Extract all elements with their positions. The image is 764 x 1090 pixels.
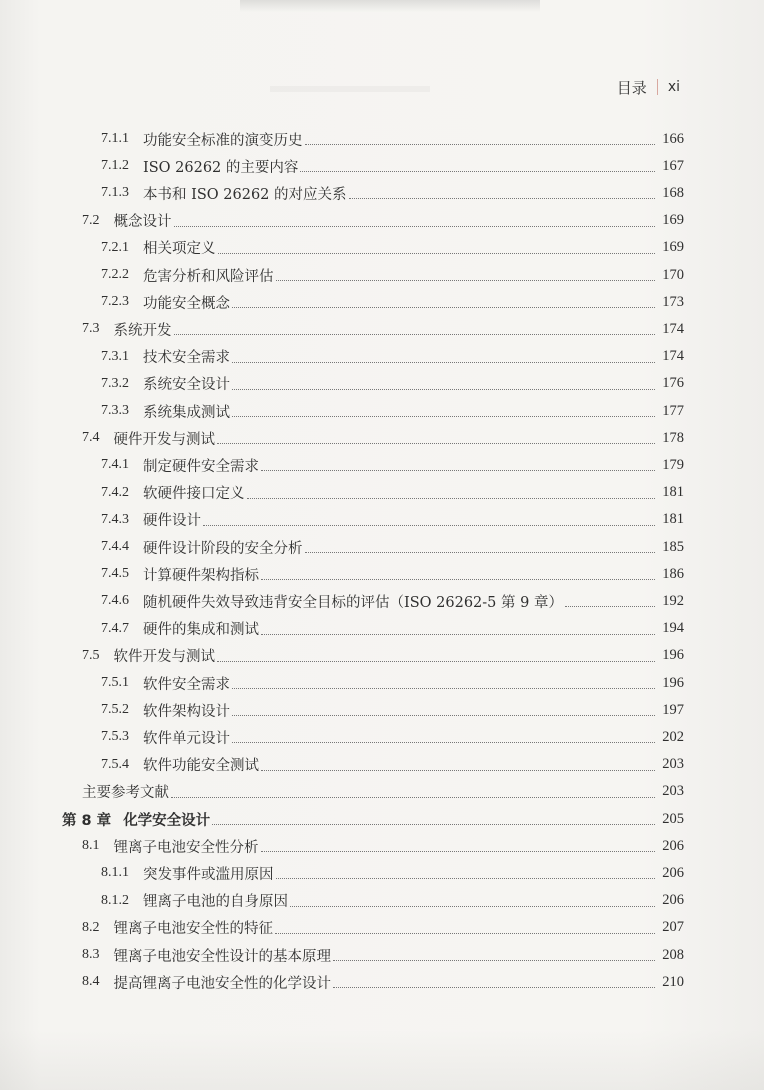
toc-leader-dots: [565, 605, 655, 607]
toc-entry-title: 锂离子电池安全性设计的基本原理: [113, 948, 331, 965]
toc-leader-dots: [212, 823, 655, 825]
toc-entry[interactable]: [101, 128, 684, 150]
toc-leader-dots: [333, 959, 655, 961]
toc-entry-page: 181: [662, 484, 684, 501]
toc-entry-page: 169: [662, 239, 684, 256]
toc-entry-page: 177: [662, 402, 684, 419]
toc-entry-number: 7.5.4: [101, 756, 129, 772]
toc-entry-title: 软件功能安全测试: [143, 758, 259, 775]
toc-entry-title: 主要参考文献: [82, 785, 169, 802]
toc-leader-dots: [232, 415, 655, 417]
toc-entry-page: 170: [662, 266, 684, 283]
toc-entry[interactable]: [101, 482, 684, 504]
toc-entry-title: 提高锂离子电池安全性的化学设计: [113, 975, 331, 992]
toc-entry-title: 计算硬件架构指标: [143, 567, 259, 584]
toc-entry[interactable]: [82, 781, 684, 803]
toc-leader-dots: [305, 143, 656, 145]
toc-entry[interactable]: [82, 944, 684, 966]
toc-entry-page: 207: [662, 919, 684, 936]
toc-entry-page: 196: [662, 647, 684, 664]
toc-entry-page: 174: [662, 320, 684, 337]
toc-entry[interactable]: [101, 509, 684, 531]
toc-entry-title: 概念设计: [113, 214, 172, 231]
toc-entry-title: 锂离子电池安全性分析: [113, 839, 259, 856]
toc-entry-page: 176: [662, 375, 684, 392]
header-separator: [657, 79, 658, 95]
toc-leader-dots: [217, 660, 655, 662]
toc-entry[interactable]: [101, 454, 684, 476]
toc-leader-dots: [232, 741, 655, 743]
toc-entry-page: 203: [662, 783, 684, 800]
toc-leader-dots: [232, 306, 655, 308]
toc-leader-dots: [275, 932, 655, 934]
toc-entry[interactable]: [101, 237, 684, 259]
toc-leader-dots: [300, 170, 655, 172]
toc-entry[interactable]: [82, 917, 684, 939]
toc-entry-number: 8.3: [82, 947, 100, 962]
toc-entry[interactable]: [101, 590, 684, 612]
toc-entry-number: 8.1.1: [101, 865, 129, 881]
toc-entry-number: 7.4.4: [101, 539, 129, 554]
toc-entry[interactable]: [101, 672, 684, 694]
toc-entry-page: 208: [662, 946, 684, 963]
toc-leader-dots: [203, 524, 655, 526]
toc-entry-title: 锂离子电池安全性的特征: [113, 921, 273, 938]
toc-entry-title: 硬件的集成和测试: [143, 622, 259, 639]
toc-entry-page: 210: [662, 973, 684, 990]
toc-entry-page: 167: [662, 157, 684, 174]
toc-leader-dots: [232, 388, 655, 390]
toc-leader-dots: [305, 551, 656, 553]
toc-entry-page: 196: [662, 674, 684, 691]
toc-entry-title: 硬件设计: [143, 513, 201, 530]
toc-entry-number: 7.1.1: [101, 131, 129, 146]
toc-entry-title: 系统安全设计: [143, 377, 230, 394]
toc-entry-number: 8.4: [82, 974, 100, 990]
toc-entry[interactable]: [101, 890, 684, 912]
toc-entry-number: 7.4.3: [101, 511, 129, 527]
toc-entry-number: 7.1.2: [101, 158, 129, 174]
toc-entry[interactable]: [101, 754, 684, 776]
toc-entry-title: 软硬件接口定义: [143, 486, 245, 503]
toc-entry-title: ISO 26262 的主要内容: [143, 159, 299, 176]
toc-entry-page: 206: [662, 892, 684, 909]
scan-shadow-top: [240, 0, 540, 12]
toc-entry-number: 7.5.3: [101, 729, 129, 745]
toc-entry-number: 7.4.6: [101, 593, 129, 609]
toc-leader-dots: [174, 333, 656, 335]
toc-entry[interactable]: [101, 155, 684, 177]
toc-entry-title: 化学安全设计: [123, 812, 211, 829]
toc-entry-page: 203: [662, 756, 684, 773]
toc-entry-number: 7.5.1: [101, 675, 129, 690]
toc-leader-dots: [261, 578, 655, 580]
toc-entry-title: 随机硬件失效导致违背安全目标的评估（ISO 26262-5 第 9 章）: [143, 594, 563, 611]
toc-entry-title: 突发事件或滥用原因: [143, 866, 274, 883]
toc-entry[interactable]: [101, 726, 684, 748]
toc-entry[interactable]: [62, 808, 684, 830]
running-header: [617, 76, 680, 98]
toc-entry[interactable]: [101, 862, 684, 884]
toc-entry[interactable]: [82, 318, 684, 340]
toc-leader-dots: [261, 769, 655, 771]
toc-entry-number: 第 8 章: [62, 812, 112, 829]
toc-leader-dots: [232, 714, 655, 716]
toc-entry[interactable]: [82, 835, 684, 857]
toc-entry[interactable]: [101, 264, 684, 286]
toc-entry-number: 7.4.7: [101, 620, 129, 636]
toc-entry-page: 197: [662, 701, 684, 718]
toc-leader-dots: [247, 497, 656, 499]
toc-entry-number: 7.3.1: [101, 348, 129, 364]
toc-leader-dots: [276, 877, 656, 879]
toc-entry[interactable]: [101, 291, 684, 313]
toc-leader-dots: [276, 279, 656, 281]
toc-entry-page: 179: [662, 456, 684, 473]
toc-entry-title: 软件架构设计: [143, 703, 230, 720]
toc-entry-title: 系统开发: [113, 322, 172, 339]
toc-entry-title: 制定硬件安全需求: [143, 458, 259, 475]
toc-entry-number: 7.4.5: [101, 566, 129, 582]
toc-entry-number: 7.5: [82, 647, 100, 663]
toc-entry-page: 166: [662, 130, 684, 147]
toc-entry[interactable]: [101, 373, 684, 395]
toc-entry-number: 7.3.3: [101, 403, 129, 418]
toc-leader-dots: [232, 361, 655, 363]
page-bottom-shade: [0, 1030, 764, 1090]
toc-entry[interactable]: [101, 346, 684, 368]
toc-entry-title: 功能安全标准的演变历史: [143, 132, 303, 149]
toc-entry-page: 185: [662, 538, 684, 555]
toc-leader-dots: [261, 469, 655, 471]
toc-entry-title: 危害分析和风险评估: [143, 268, 274, 285]
toc-entry-title: 硬件开发与测试: [113, 431, 215, 448]
toc-leader-dots: [290, 905, 655, 907]
toc-entry-title: 软件安全需求: [143, 676, 230, 693]
toc-entry-page: 181: [662, 511, 684, 528]
toc-entry-page: 206: [662, 837, 684, 854]
toc-leader-dots: [232, 687, 655, 689]
toc-entry-number: 7.2.1: [101, 239, 129, 255]
toc-leader-dots: [171, 796, 655, 798]
toc-leader-dots: [174, 225, 656, 227]
toc-entry-page: 173: [662, 293, 684, 310]
toc-entry-title: 软件单元设计: [143, 730, 230, 747]
toc-entry-page: 202: [662, 728, 684, 745]
toc-leader-dots: [261, 850, 656, 852]
toc-entry-page: 168: [662, 184, 684, 201]
toc-entry[interactable]: [101, 182, 684, 204]
toc-entry-number: 7.1.3: [101, 185, 129, 201]
toc-leader-dots: [261, 633, 655, 635]
toc-leader-dots: [333, 986, 655, 988]
toc-entry-title: 系统集成测试: [143, 404, 230, 421]
toc-entry-number: 8.1.2: [101, 892, 129, 908]
toc-entry[interactable]: [101, 400, 684, 422]
toc-entry[interactable]: [82, 645, 684, 667]
toc-entry-page: 178: [662, 429, 684, 446]
toc-entry-number: 7.4.2: [101, 484, 129, 500]
toc-entry-number: 7.5.2: [101, 702, 129, 718]
toc-entry-page: 174: [662, 348, 684, 365]
toc-entry-number: 7.2.3: [101, 294, 129, 310]
toc-entry[interactable]: [101, 699, 684, 721]
header-page-number: xi: [667, 79, 680, 95]
toc-entry-title: 硬件设计阶段的安全分析: [143, 540, 303, 557]
toc-entry[interactable]: [101, 536, 684, 558]
toc-entry-page: 186: [662, 565, 684, 582]
toc-entry-number: 7.2: [82, 212, 100, 228]
toc-entry-title: 功能安全概念: [143, 295, 230, 312]
toc-entry-title: 相关项定义: [143, 241, 216, 258]
toc-entry-number: 7.3.2: [101, 375, 129, 391]
toc-entry-number: 7.4: [82, 430, 100, 446]
toc-entry-page: 194: [662, 620, 684, 637]
toc-entry[interactable]: [101, 563, 684, 585]
toc-entry-number: 8.1: [82, 838, 100, 854]
toc-entry[interactable]: [82, 210, 684, 232]
toc-entry-page: 192: [662, 592, 684, 609]
toc-entry-page: 205: [662, 810, 684, 827]
toc-entry[interactable]: [101, 618, 684, 640]
toc-entry-number: 7.3: [82, 321, 100, 337]
toc-entry[interactable]: [82, 971, 684, 993]
toc-leader-dots: [218, 252, 656, 254]
toc-entry-title: 本书和 ISO 26262 的对应关系: [143, 186, 347, 203]
toc-leader-dots: [349, 197, 655, 199]
toc-entry-page: 206: [662, 864, 684, 881]
toc-leader-dots: [217, 442, 655, 444]
toc-entry[interactable]: [82, 427, 684, 449]
toc-entry-page: 169: [662, 212, 684, 229]
header-title: 目录: [616, 78, 647, 97]
show-through-text: [270, 86, 430, 92]
toc-entry-title: 锂离子电池的自身原因: [143, 894, 288, 911]
toc-entry-number: 8.2: [82, 919, 100, 935]
toc-entry-title: 技术安全需求: [143, 350, 230, 367]
toc-entry-number: 7.2.2: [101, 267, 129, 282]
toc-entry-number: 7.4.1: [101, 457, 129, 473]
toc-entry-title: 软件开发与测试: [113, 649, 215, 666]
